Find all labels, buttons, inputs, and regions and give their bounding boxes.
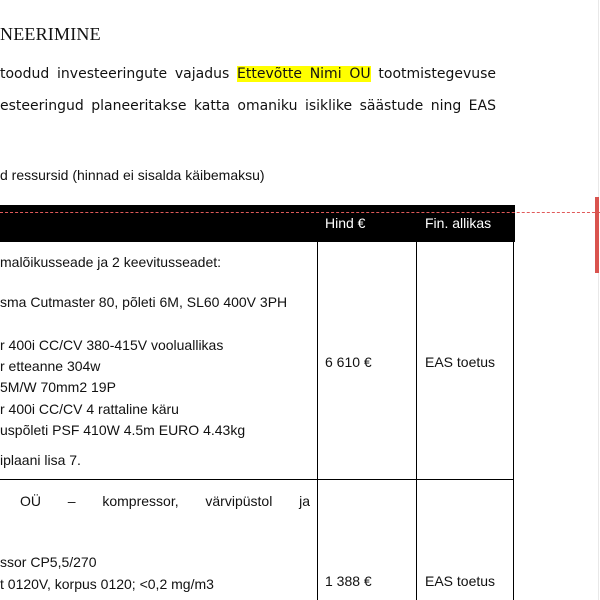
table-row [0,479,514,600]
header-financing: Fin. allikas [425,215,492,231]
row-financing: EAS toetus [425,354,496,370]
section-heading: NEERIMINE [0,24,101,44]
scroll-marker [595,197,599,273]
highlighted-company-name: Ettevõtte Nimi OÜ [237,66,371,82]
paragraph-text: toodud investeeringute vajadus [0,66,230,82]
table-border [513,242,514,479]
cell-divider [416,242,417,479]
paragraph-line-2: esteeringud planeeritakse katta omaniku isiklike säästude ning EAS [0,98,496,114]
row-text-line: OÜ – kompressor, värvipüstol ja [20,493,310,509]
row-financing: EAS toetus [425,573,496,589]
cell-divider [317,242,318,479]
table-header-row [0,205,515,242]
row-text-line: t 0120V, korpus 0120; <0,2 mg/m3 [0,576,214,592]
row-text-line: r 400i CC/CV 4 rattaline käru [0,401,179,417]
row-text-line: r etteanne 304w [0,358,101,374]
row-text-line: iplaani lisa 7. [0,452,81,468]
page-edge [598,0,599,600]
row-text-line: malõikusseade ja 2 keevitusseadet: [0,254,222,270]
table-row [0,242,514,480]
paragraph-text: tootmistegevuse [378,66,496,82]
margin-guide-line [0,212,600,213]
row-text-line: sma Cutmaster 80, põleti 6M, SL60 400V 3PH [0,294,288,310]
paragraph-line-1 [0,66,496,82]
row-price: 6 610 € [325,354,372,370]
table-caption: d ressursid (hinnad ei sisalda käibemaksu) [0,167,265,183]
row-text-line: 5M/W 70mm2 19P [0,379,116,395]
row-text-line: r 400i CC/CV 380-415V vooluallikas [0,337,224,353]
cell-divider [317,479,318,600]
header-price: Hind € [325,215,366,231]
row-text-line: uspõleti PSF 410W 4.5m EURO 4.43kg [0,422,246,438]
row-price: 1 388 € [325,573,372,589]
cell-divider [416,479,417,600]
table-border [513,479,514,600]
row-text-line: ssor CP5,5/270 [0,554,97,570]
